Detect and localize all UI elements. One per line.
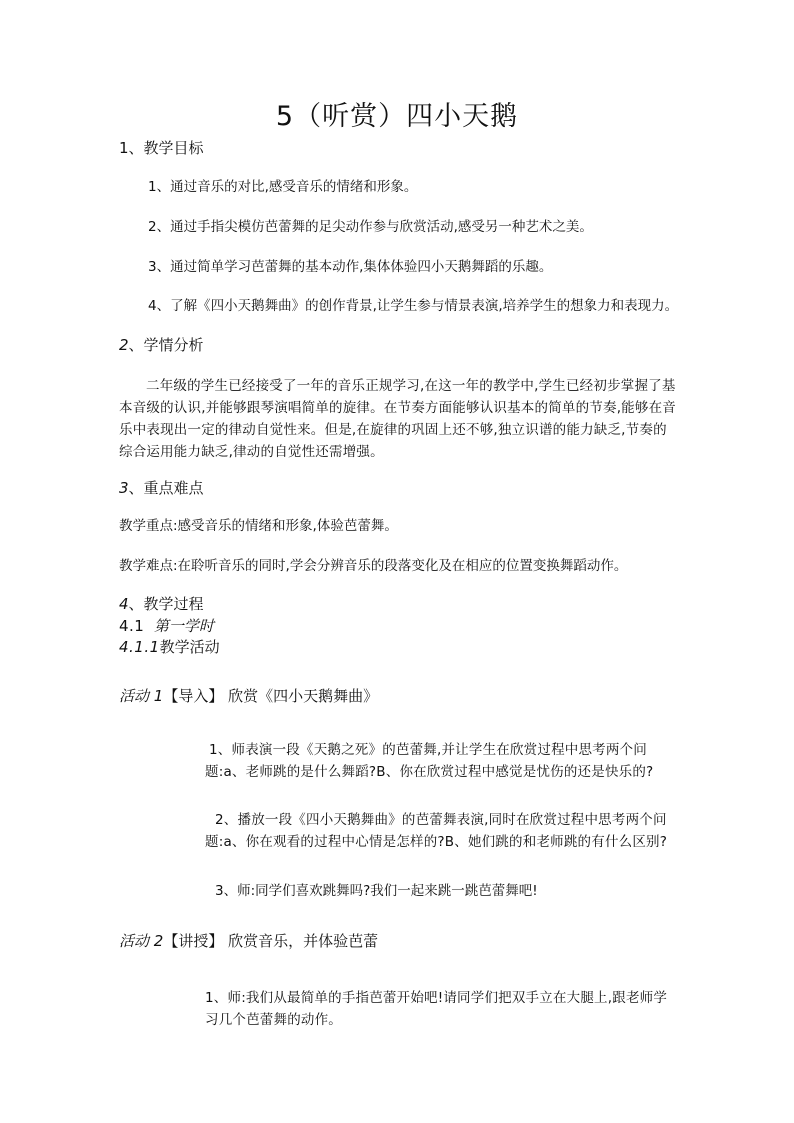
subsection-heading-activities: 4.1.1教学活动 xyxy=(119,638,220,656)
document-title: 5（听赏）四小天鹅 xyxy=(275,101,519,132)
section-heading-analysis: 2、学情分析 xyxy=(119,336,204,354)
objective-item: 3、通过简单学习芭蕾舞的基本动作,集体体验四小天鹅舞蹈的乐趣。 xyxy=(148,259,553,275)
section-heading-key-points: 3、重点难点 xyxy=(119,479,204,497)
section-heading-process: 4、教学过程 xyxy=(119,595,204,613)
activity-1-item: 2、播放一段《四小天鹅舞曲》的芭蕾舞表演,同时在欣赏过程中思考两个问题:a、你在观看的过程中心情是怎样的?B、她们跳的和老师跳的有什么区别? xyxy=(205,812,668,850)
activity-2-heading: 活动 2【讲授】 欣赏音乐，并体验芭蕾 xyxy=(119,932,379,950)
objective-item: 4、了解《四小天鹅舞曲》的创作背景,让学生参与情景表演,培养学生的想象力和表现力。 xyxy=(148,298,679,314)
activity-1-item: 3、师:同学们喜欢跳舞吗?我们一起来跳一跳芭蕾舞吧! xyxy=(215,883,538,899)
key-point-text: 教学重点:感受音乐的情绪和形象,体验芭蕾舞。 xyxy=(119,518,398,534)
difficult-point-text: 教学难点:在聆听音乐的同时,学会分辨音乐的段落变化及在相应的位置变换舞蹈动作。 xyxy=(119,558,628,574)
activity-1-item: 1、师表演一段《天鹅之死》的芭蕾舞,并让学生在欣赏过程中思考两个问题:a、老师跳的是什么舞蹈?B、你在欣赏过程中感觉是忧伤的还是快乐的? xyxy=(205,742,654,780)
activity-1-heading: 活动 1【导入】 欣赏《四小天鹅舞曲》 xyxy=(119,687,379,705)
objective-item: 2、通过手指尖模仿芭蕾舞的足尖动作参与欣赏活动,感受另一种艺术之美。 xyxy=(148,219,593,235)
analysis-paragraph: 二年级的学生已经接受了一年的音乐正规学习,在这一年的教学中,学生已经初步掌握了基本音级的认识,并能够跟琴演唱简单的旋律。在节奏方面能够认识基本的简单的节奏,能够在音乐中表现出一定的律动自觉性来。但是,在旋律的巩固上还不够,独立识谱的能力缺乏,节奏的综合运用能力缺乏,律动的自觉性还需增强。 xyxy=(119,378,676,460)
subsection-heading-first-lesson: 4.1 第一学时 xyxy=(119,617,214,635)
section-heading-objectives: 1、教学目标 xyxy=(119,139,204,157)
activity-2-item: 1、师:我们从最简单的手指芭蕾开始吧!请同学们把双手立在大腿上,跟老师学习几个芭蕾舞的动作。 xyxy=(205,990,668,1028)
objective-item: 1、通过音乐的对比,感受音乐的情绪和形象。 xyxy=(148,179,418,195)
